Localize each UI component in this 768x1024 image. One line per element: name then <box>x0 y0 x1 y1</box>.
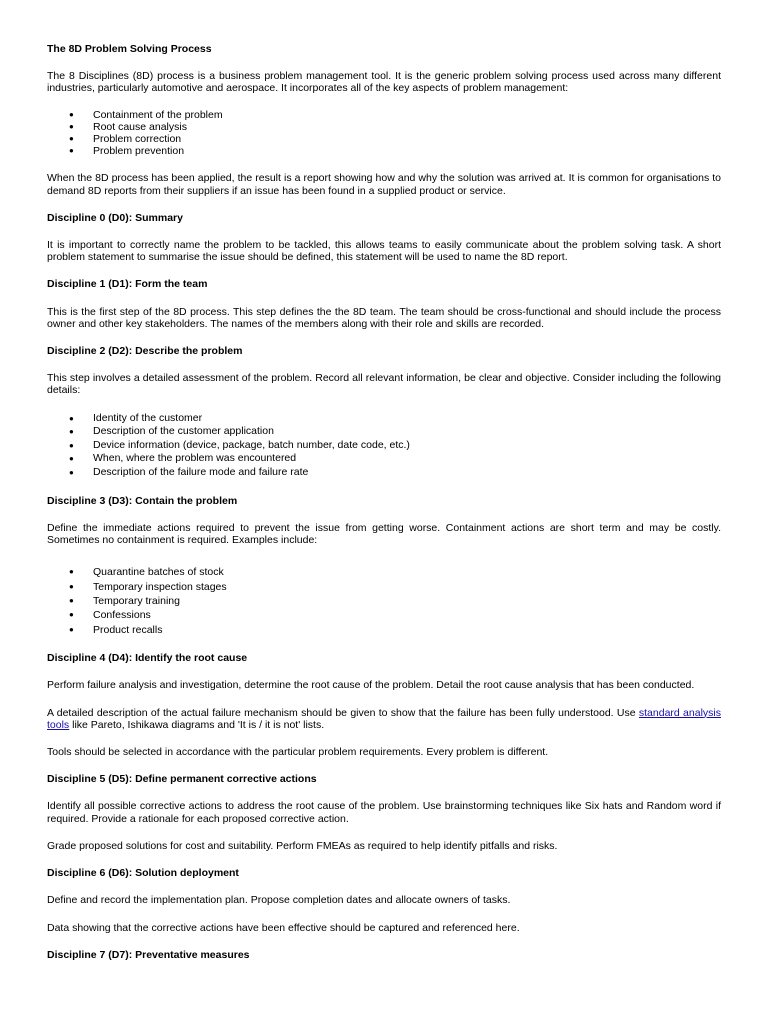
d5-paragraph-2: Grade proposed solutions for cost and suitability. Perform FMEAs as required to help identify pitfalls and risks. <box>47 839 558 852</box>
d5-heading: Discipline 5 (D5): Define permanent corrective actions <box>47 773 317 786</box>
list-item: ● Temporary inspection stages <box>69 580 227 593</box>
bullet-icon: ● <box>69 146 74 156</box>
d1-heading: Discipline 1 (D1): Form the team <box>47 278 208 291</box>
d4-paragraph-3: Tools should be selected in accordance with the particular problem requirements. Every problem is different. <box>47 746 549 759</box>
bullet-icon: ● <box>69 121 74 131</box>
bullet-icon: ● <box>69 468 74 478</box>
list-item: ● Identity of the customer <box>69 411 203 424</box>
d4-paragraph-2: A detailed description of the actual failure mechanism should be given to show that the failure has been fully understood. Use standard analysis tools like Pareto, Ishikawa diagrams and 'It is / it is not' lists. <box>47 706 721 731</box>
document-title: The 8D Problem Solving Process <box>47 43 212 55</box>
list-item: ● Device information (device, package, batch number, date code, etc.) <box>69 438 410 451</box>
bullet-icon: ● <box>69 567 74 577</box>
d5-paragraph-1: Identify all possible corrective actions to address the root cause of the problem. Use brainstorming techniques like Six hats and Random word if required. Provide a rationale for each proposed corrective action. <box>47 800 721 825</box>
intro-paragraph: The 8 Disciplines (8D) process is a business problem management tool. It is the generic problem solving process used across many different industries, particularly automotive and aerospace. It incorporates all of the key aspects of problem management: <box>47 70 721 95</box>
list-item: ● When, where the problem was encountered <box>69 452 297 465</box>
bullet-icon: ● <box>69 624 74 634</box>
bullet-icon: ● <box>69 581 74 591</box>
bullet-icon: ● <box>69 596 74 606</box>
d2-heading: Discipline 2 (D2): Describe the problem <box>47 345 243 358</box>
d0-heading: Discipline 0 (D0): Summary <box>47 211 183 224</box>
standard-analysis-tools-link[interactable]: standard analysis tools <box>47 706 721 731</box>
d4-heading: Discipline 4 (D4): Identify the root cause <box>47 652 248 665</box>
bullet-icon: ● <box>69 109 74 119</box>
list-item: ● Product recalls <box>69 623 163 636</box>
list-item: ● Problem correction <box>69 133 182 146</box>
list-item: ● Root cause analysis <box>69 120 187 133</box>
bullet-icon: ● <box>69 134 74 144</box>
d6-paragraph-1: Define and record the implementation plan. Propose completion dates and allocate owners of tasks. <box>47 894 511 907</box>
d3-paragraph: Define the immediate actions required to prevent the issue from getting worse. Containment actions are short term and may be costly. Sometimes no containment is required. Examples include: <box>47 521 721 547</box>
list-item: ● Temporary training <box>69 595 180 608</box>
d3-list <box>47 565 721 637</box>
d2-list <box>47 412 721 480</box>
list-item: ● Problem prevention <box>69 145 185 158</box>
d6-heading: Discipline 6 (D6): Solution deployment <box>47 867 239 880</box>
d4-paragraph-1: Perform failure analysis and investigation, determine the root cause of the problem. Detail the root cause analysis that has been conducted. <box>47 679 695 692</box>
list-item: ● Confessions <box>69 609 151 622</box>
list-item: ● Description of the customer application <box>69 425 274 438</box>
list-item: ● Containment of the problem <box>69 108 223 121</box>
bullet-icon: ● <box>69 427 74 437</box>
list-item: ● Quarantine batches of stock <box>69 566 224 579</box>
bullet-icon: ● <box>69 610 74 620</box>
bullet-icon: ● <box>69 413 74 423</box>
d6-paragraph-2: Data showing that the corrective actions have been effective should be captured and referenced here. <box>47 921 520 934</box>
intro-list <box>47 109 721 158</box>
d2-paragraph: This step involves a detailed assessment of the problem. Record all relevant information, be clear and objective. Consider including the following details: <box>47 372 721 397</box>
list-item: ● Description of the failure mode and failure rate <box>69 466 309 479</box>
d7-heading: Discipline 7 (D7): Preventative measures <box>47 948 250 961</box>
d1-paragraph: This is the first step of the 8D process. This step defines the the 8D team. The team should be cross-functional and should include the process owner and other key stakeholders. The names of the members along with their role and skills are recorded. <box>47 305 721 330</box>
d0-paragraph: It is important to correctly name the problem to be tackled, this allows teams to easily communicate about the problem solving task. A short problem statement to summarise the issue should be defined, this statement will be used to name the 8D report. <box>47 239 721 264</box>
result-paragraph: When the 8D process has been applied, the result is a report showing how and why the solution was arrived at. It is common for organisations to demand 8D reports from their suppliers if an issue has been found in a supplied product or service. <box>47 172 721 197</box>
d3-heading: Discipline 3 (D3): Contain the problem <box>47 494 238 507</box>
bullet-icon: ● <box>69 454 74 464</box>
bullet-icon: ● <box>69 440 74 450</box>
